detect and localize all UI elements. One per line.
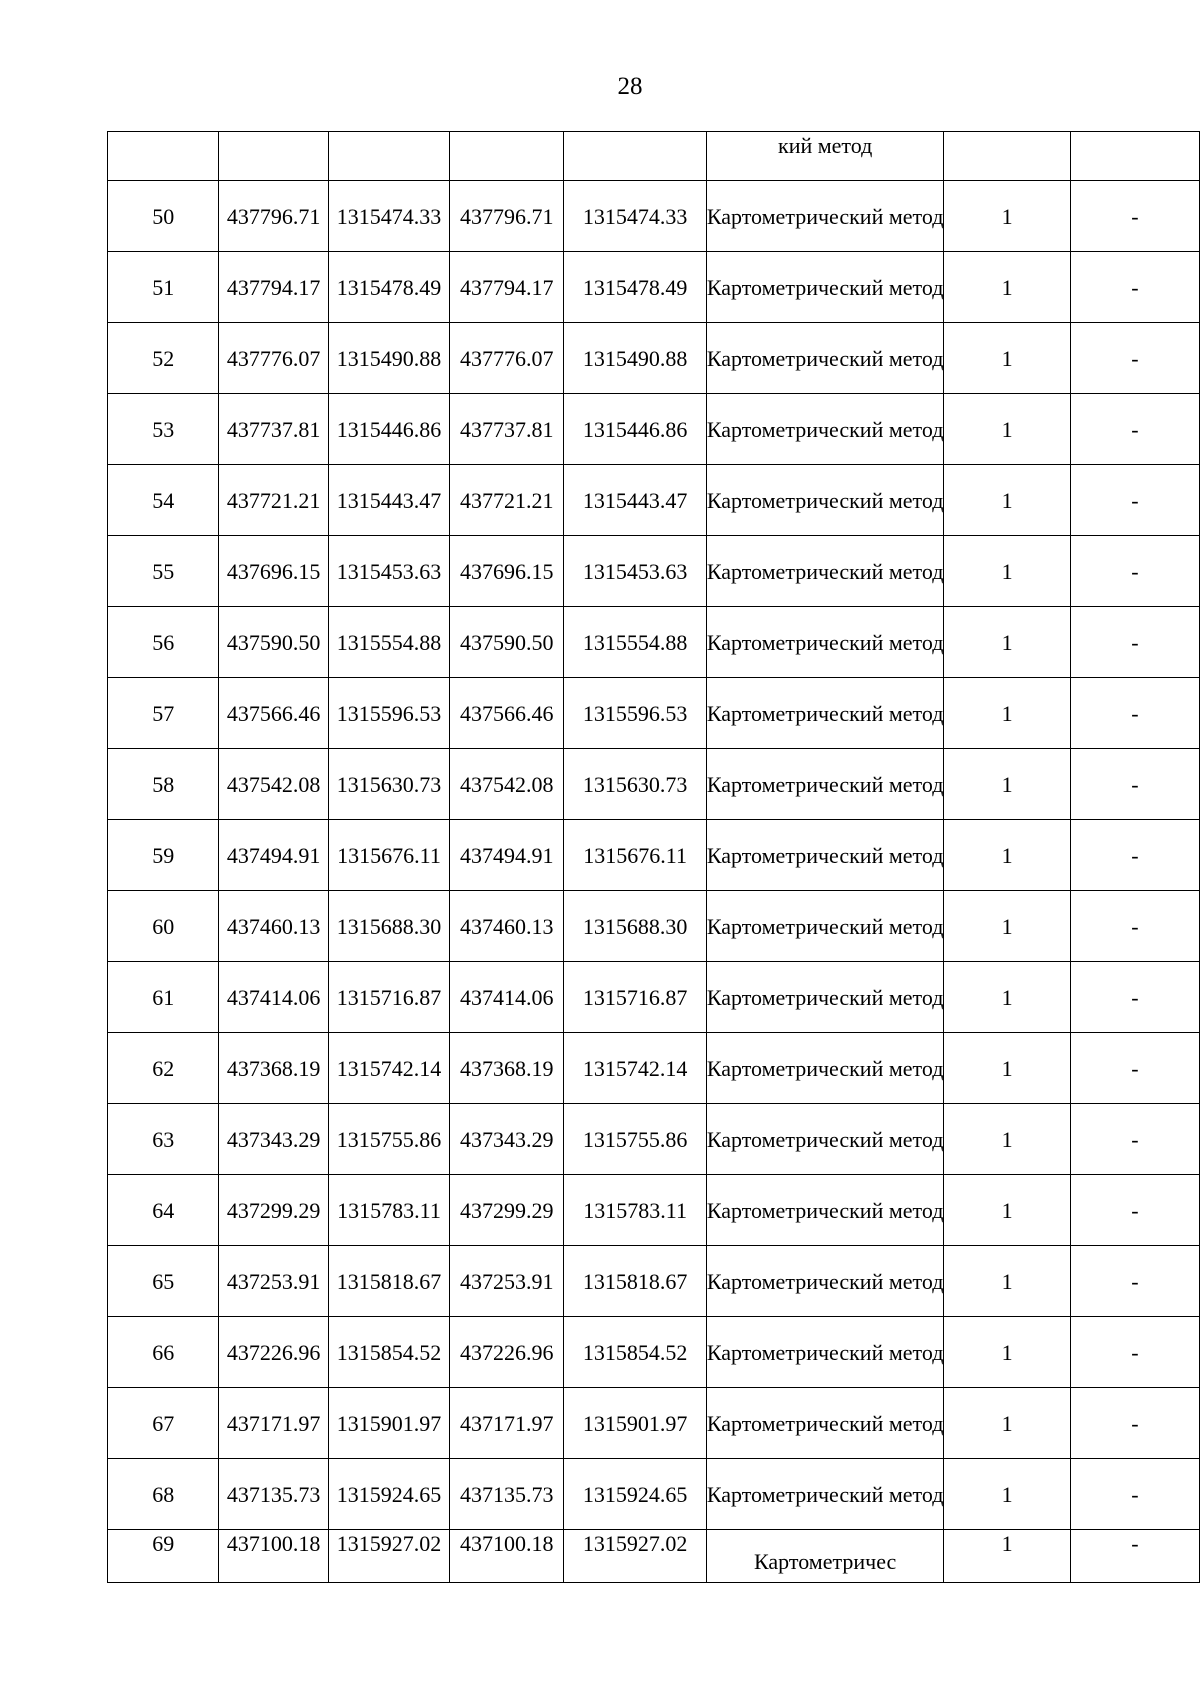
cell-accuracy: 1 bbox=[944, 1530, 1070, 1583]
cell-x2: 437135.73 bbox=[450, 1459, 564, 1530]
cell-y: 1315446.86 bbox=[328, 394, 449, 465]
cell-num: 53 bbox=[108, 394, 219, 465]
cell-x: 437135.73 bbox=[219, 1459, 328, 1530]
cell-method: кий метод bbox=[706, 132, 944, 181]
cell-x2: 437226.96 bbox=[450, 1317, 564, 1388]
cell-x2: 437794.17 bbox=[450, 252, 564, 323]
cell-accuracy: 1 bbox=[944, 181, 1070, 252]
cell-x2: 437590.50 bbox=[450, 607, 564, 678]
cell-x2: 437299.29 bbox=[450, 1175, 564, 1246]
cell-y2: 1315554.88 bbox=[564, 607, 707, 678]
cell-x: 437253.91 bbox=[219, 1246, 328, 1317]
cell-accuracy: 1 bbox=[944, 1033, 1070, 1104]
table-row-continuation bbox=[108, 132, 1200, 181]
cell-description: - bbox=[1070, 749, 1199, 820]
table-row bbox=[108, 607, 1200, 678]
cell-y: 1315924.65 bbox=[328, 1459, 449, 1530]
cell-x: 437566.46 bbox=[219, 678, 328, 749]
cell-y: 1315478.49 bbox=[328, 252, 449, 323]
table-row bbox=[108, 749, 1200, 820]
cell-x: 437368.19 bbox=[219, 1033, 328, 1104]
cell-description: - bbox=[1070, 1530, 1199, 1583]
cell-num: 69 bbox=[108, 1530, 219, 1583]
cell-x2 bbox=[450, 132, 564, 181]
cell-method: Картометрический метод bbox=[706, 891, 944, 962]
cell-accuracy: 1 bbox=[944, 1388, 1070, 1459]
cell-y: 1315554.88 bbox=[328, 607, 449, 678]
cell-y: 1315688.30 bbox=[328, 891, 449, 962]
cell-description: - bbox=[1070, 607, 1199, 678]
cell-accuracy: 1 bbox=[944, 678, 1070, 749]
cell-accuracy: 1 bbox=[944, 1104, 1070, 1175]
cell-description: - bbox=[1070, 252, 1199, 323]
cell-y2: 1315927.02 bbox=[564, 1530, 707, 1583]
table-row bbox=[108, 1317, 1200, 1388]
cell-description: - bbox=[1070, 891, 1199, 962]
cell-y: 1315453.63 bbox=[328, 536, 449, 607]
cell-y2: 1315443.47 bbox=[564, 465, 707, 536]
cell-accuracy: 1 bbox=[944, 252, 1070, 323]
cell-y2: 1315453.63 bbox=[564, 536, 707, 607]
cell-y: 1315783.11 bbox=[328, 1175, 449, 1246]
cell-method: Картометрический метод bbox=[706, 1104, 944, 1175]
cell-num: 66 bbox=[108, 1317, 219, 1388]
cell-x: 437460.13 bbox=[219, 891, 328, 962]
cell-x2: 437460.13 bbox=[450, 891, 564, 962]
cell-description: - bbox=[1070, 962, 1199, 1033]
table-row bbox=[108, 820, 1200, 891]
cell-description: - bbox=[1070, 1033, 1199, 1104]
cell-num: 62 bbox=[108, 1033, 219, 1104]
cell-num: 55 bbox=[108, 536, 219, 607]
cell-x: 437794.17 bbox=[219, 252, 328, 323]
cell-x: 437542.08 bbox=[219, 749, 328, 820]
cell-x: 437494.91 bbox=[219, 820, 328, 891]
cell-y: 1315854.52 bbox=[328, 1317, 449, 1388]
cell-description: - bbox=[1070, 1175, 1199, 1246]
cell-accuracy: 1 bbox=[944, 749, 1070, 820]
table-row bbox=[108, 962, 1200, 1033]
cell-y2: 1315490.88 bbox=[564, 323, 707, 394]
table-row bbox=[108, 1459, 1200, 1530]
cell-x: 437100.18 bbox=[219, 1530, 328, 1583]
cell-y: 1315596.53 bbox=[328, 678, 449, 749]
cell-num: 65 bbox=[108, 1246, 219, 1317]
cell-x2: 437696.15 bbox=[450, 536, 564, 607]
cell-method: Картометрический метод bbox=[706, 678, 944, 749]
cell-x: 437343.29 bbox=[219, 1104, 328, 1175]
cell-x2: 437721.21 bbox=[450, 465, 564, 536]
cell-x: 437721.21 bbox=[219, 465, 328, 536]
cell-method: Картометрический метод bbox=[706, 1175, 944, 1246]
cell-num: 64 bbox=[108, 1175, 219, 1246]
cell-accuracy bbox=[944, 132, 1070, 181]
cell-accuracy: 1 bbox=[944, 465, 1070, 536]
cell-method: Картометрический метод bbox=[706, 1388, 944, 1459]
cell-method: Картометрический метод bbox=[706, 536, 944, 607]
cell-x2: 437494.91 bbox=[450, 820, 564, 891]
cell-y2: 1315901.97 bbox=[564, 1388, 707, 1459]
cell-x bbox=[219, 132, 328, 181]
cell-method: Картометрический метод bbox=[706, 1033, 944, 1104]
cell-x2: 437776.07 bbox=[450, 323, 564, 394]
cell-y2: 1315755.86 bbox=[564, 1104, 707, 1175]
coordinates-table bbox=[107, 131, 1200, 1583]
cell-num: 60 bbox=[108, 891, 219, 962]
table-row bbox=[108, 1388, 1200, 1459]
cell-description bbox=[1070, 132, 1199, 181]
cell-y: 1315443.47 bbox=[328, 465, 449, 536]
cell-y2: 1315783.11 bbox=[564, 1175, 707, 1246]
cell-y2: 1315742.14 bbox=[564, 1033, 707, 1104]
cell-num: 61 bbox=[108, 962, 219, 1033]
cell-description: - bbox=[1070, 678, 1199, 749]
cell-y2 bbox=[564, 132, 707, 181]
cell-num: 63 bbox=[108, 1104, 219, 1175]
cell-method: Картометрический метод bbox=[706, 252, 944, 323]
cell-y2: 1315630.73 bbox=[564, 749, 707, 820]
cell-num: 67 bbox=[108, 1388, 219, 1459]
cell-accuracy: 1 bbox=[944, 1459, 1070, 1530]
cell-num: 68 bbox=[108, 1459, 219, 1530]
cell-y2: 1315478.49 bbox=[564, 252, 707, 323]
cell-y: 1315742.14 bbox=[328, 1033, 449, 1104]
cell-method: Картометрический метод bbox=[706, 181, 944, 252]
cell-description: - bbox=[1070, 1104, 1199, 1175]
cell-accuracy: 1 bbox=[944, 536, 1070, 607]
cell-x2: 437100.18 bbox=[450, 1530, 564, 1583]
cell-method: Картометрический метод bbox=[706, 394, 944, 465]
cell-description: - bbox=[1070, 465, 1199, 536]
cell-y: 1315755.86 bbox=[328, 1104, 449, 1175]
cell-description: - bbox=[1070, 1317, 1199, 1388]
cell-y: 1315676.11 bbox=[328, 820, 449, 891]
cell-x: 437171.97 bbox=[219, 1388, 328, 1459]
cell-num: 57 bbox=[108, 678, 219, 749]
table-row bbox=[108, 1175, 1200, 1246]
cell-x: 437226.96 bbox=[219, 1317, 328, 1388]
table-row-last bbox=[108, 1530, 1200, 1583]
cell-y: 1315490.88 bbox=[328, 323, 449, 394]
cell-y2: 1315446.86 bbox=[564, 394, 707, 465]
cell-description: - bbox=[1070, 820, 1199, 891]
cell-y: 1315927.02 bbox=[328, 1530, 449, 1583]
cell-method: Картометрический метод bbox=[706, 607, 944, 678]
cell-num: 58 bbox=[108, 749, 219, 820]
cell-description: - bbox=[1070, 181, 1199, 252]
cell-method: Картометрический метод bbox=[706, 962, 944, 1033]
cell-y: 1315901.97 bbox=[328, 1388, 449, 1459]
cell-x: 437299.29 bbox=[219, 1175, 328, 1246]
cell-method: Картометрический метод bbox=[706, 1246, 944, 1317]
table-row bbox=[108, 1246, 1200, 1317]
cell-description: - bbox=[1070, 1246, 1199, 1317]
cell-num bbox=[108, 132, 219, 181]
cell-accuracy: 1 bbox=[944, 607, 1070, 678]
cell-description: - bbox=[1070, 1459, 1199, 1530]
cell-x: 437796.71 bbox=[219, 181, 328, 252]
cell-y bbox=[328, 132, 449, 181]
cell-method: Картометрический метод bbox=[706, 1459, 944, 1530]
cell-y2: 1315818.67 bbox=[564, 1246, 707, 1317]
cell-method: Картометрический метод bbox=[706, 323, 944, 394]
cell-x: 437776.07 bbox=[219, 323, 328, 394]
cell-method: Картометрический метод bbox=[706, 465, 944, 536]
cell-y: 1315630.73 bbox=[328, 749, 449, 820]
table-row bbox=[108, 181, 1200, 252]
table-row bbox=[108, 891, 1200, 962]
cell-accuracy: 1 bbox=[944, 962, 1070, 1033]
cell-num: 54 bbox=[108, 465, 219, 536]
table-body bbox=[108, 132, 1200, 1583]
cell-method: Картометрический метод bbox=[706, 749, 944, 820]
cell-method: Картометрический метод bbox=[706, 1317, 944, 1388]
cell-accuracy: 1 bbox=[944, 891, 1070, 962]
cell-x2: 437542.08 bbox=[450, 749, 564, 820]
cell-x2: 437796.71 bbox=[450, 181, 564, 252]
table-row bbox=[108, 394, 1200, 465]
cell-num: 51 bbox=[108, 252, 219, 323]
cell-num: 52 bbox=[108, 323, 219, 394]
cell-x: 437414.06 bbox=[219, 962, 328, 1033]
cell-accuracy: 1 bbox=[944, 394, 1070, 465]
cell-num: 59 bbox=[108, 820, 219, 891]
cell-accuracy: 1 bbox=[944, 820, 1070, 891]
cell-y2: 1315854.52 bbox=[564, 1317, 707, 1388]
cell-y2: 1315688.30 bbox=[564, 891, 707, 962]
table-row bbox=[108, 1033, 1200, 1104]
cell-accuracy: 1 bbox=[944, 1175, 1070, 1246]
table-row bbox=[108, 323, 1200, 394]
cell-num: 56 bbox=[108, 607, 219, 678]
cell-y: 1315818.67 bbox=[328, 1246, 449, 1317]
cell-x: 437590.50 bbox=[219, 607, 328, 678]
cell-x2: 437737.81 bbox=[450, 394, 564, 465]
cell-y2: 1315924.65 bbox=[564, 1459, 707, 1530]
table-row bbox=[108, 678, 1200, 749]
cell-y2: 1315474.33 bbox=[564, 181, 707, 252]
cell-accuracy: 1 bbox=[944, 1317, 1070, 1388]
cell-num: 50 bbox=[108, 181, 219, 252]
cell-x2: 437414.06 bbox=[450, 962, 564, 1033]
cell-x2: 437566.46 bbox=[450, 678, 564, 749]
cell-x2: 437343.29 bbox=[450, 1104, 564, 1175]
cell-description: - bbox=[1070, 536, 1199, 607]
cell-method: Картометричес bbox=[706, 1530, 944, 1583]
cell-description: - bbox=[1070, 394, 1199, 465]
cell-y2: 1315716.87 bbox=[564, 962, 707, 1033]
table-row bbox=[108, 1104, 1200, 1175]
cell-accuracy: 1 bbox=[944, 1246, 1070, 1317]
cell-x: 437737.81 bbox=[219, 394, 328, 465]
cell-y: 1315716.87 bbox=[328, 962, 449, 1033]
cell-description: - bbox=[1070, 1388, 1199, 1459]
cell-description: - bbox=[1070, 323, 1199, 394]
table-row bbox=[108, 252, 1200, 323]
page-number: 28 bbox=[617, 73, 643, 100]
cell-x2: 437253.91 bbox=[450, 1246, 564, 1317]
cell-y2: 1315676.11 bbox=[564, 820, 707, 891]
table-row bbox=[108, 465, 1200, 536]
cell-x: 437696.15 bbox=[219, 536, 328, 607]
cell-y: 1315474.33 bbox=[328, 181, 449, 252]
cell-method: Картометрический метод bbox=[706, 820, 944, 891]
cell-y2: 1315596.53 bbox=[564, 678, 707, 749]
cell-x2: 437171.97 bbox=[450, 1388, 564, 1459]
table-row bbox=[108, 536, 1200, 607]
cell-accuracy: 1 bbox=[944, 323, 1070, 394]
cell-x2: 437368.19 bbox=[450, 1033, 564, 1104]
